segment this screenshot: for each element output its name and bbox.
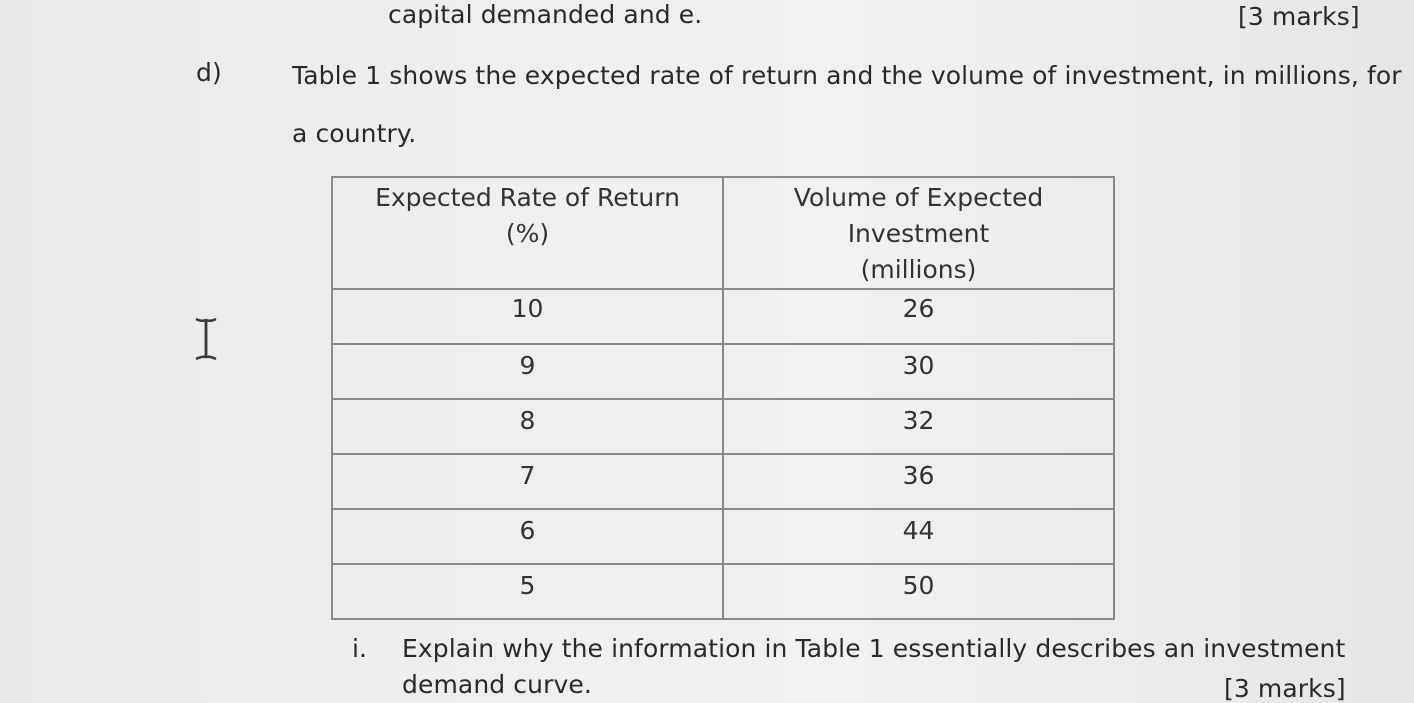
header-expected-rate-line-1: Expected Rate of Return [375, 183, 680, 212]
rate-cell: 6 [332, 509, 723, 564]
header-volume-line-2: Investment [847, 219, 990, 248]
previous-marks: [3 marks] [1238, 2, 1360, 31]
subquestion-text-line-1: Explain why the information in Table 1 essentially describes an investment [402, 634, 1346, 663]
header-volume-line-1: Volume of Expected [793, 183, 1044, 212]
table-header-row [332, 177, 1114, 289]
table-1 [331, 176, 1115, 620]
subquestion-marks: [3 marks] [1224, 674, 1346, 703]
subquestion-label: i. [352, 634, 368, 663]
table-row [332, 289, 1114, 344]
rate-cell: 5 [332, 564, 723, 619]
subquestion-text-line-2: demand curve. [402, 670, 592, 699]
rate-cell: 10 [332, 289, 723, 344]
question-label: d) [196, 58, 222, 87]
volume-cell: 26 [723, 289, 1114, 344]
table-row [332, 564, 1114, 619]
volume-cell: 44 [723, 509, 1114, 564]
question-text-line-1: Table 1 shows the expected rate of return and the volume of investment, in millions, for [292, 61, 1402, 90]
header-expected-rate [332, 177, 723, 289]
rate-cell: 8 [332, 399, 723, 454]
header-volume-line-3: (millions) [860, 255, 977, 284]
table-row [332, 399, 1114, 454]
investment-table [331, 176, 1115, 620]
volume-cell: 36 [723, 454, 1114, 509]
rate-cell: 7 [332, 454, 723, 509]
text-cursor-icon [192, 316, 220, 362]
volume-cell: 50 [723, 564, 1114, 619]
table-row [332, 454, 1114, 509]
question-text-line-2: a country. [292, 119, 417, 148]
volume-cell: 30 [723, 344, 1114, 399]
header-expected-rate-line-2: (%) [505, 219, 550, 248]
previous-question-text-line: capital demanded and e. [388, 0, 703, 29]
header-volume-investment [723, 177, 1114, 289]
table-row [332, 509, 1114, 564]
volume-cell: 32 [723, 399, 1114, 454]
rate-cell: 9 [332, 344, 723, 399]
table-row [332, 344, 1114, 399]
